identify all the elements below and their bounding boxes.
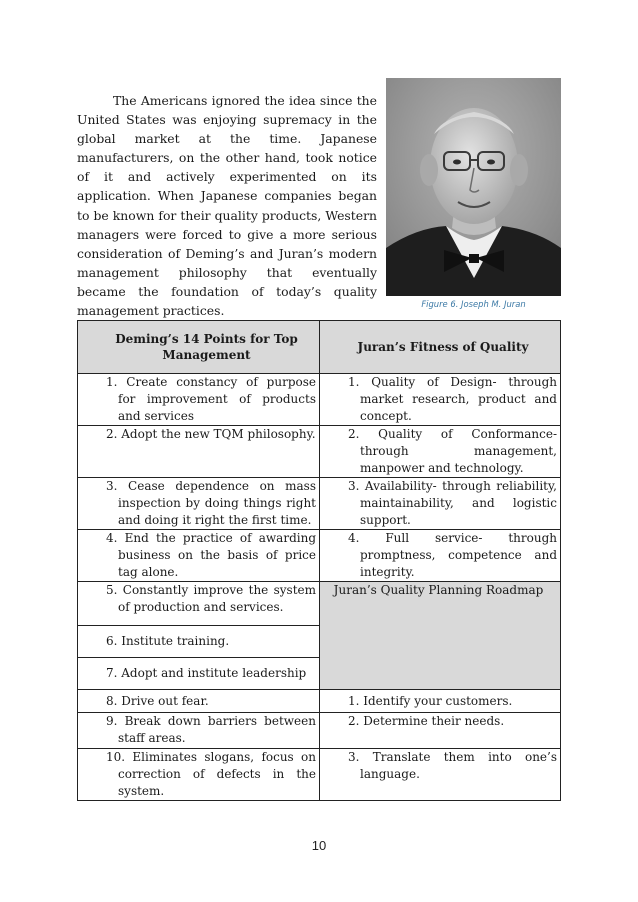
deming-point-8: 8. Drive out fear. (106, 693, 209, 708)
header-juran: Juran’s Fitness of Quality (320, 321, 561, 374)
roadmap-step-3: 3. Translate them into one’s language. (348, 750, 557, 781)
deming-point-6: 6. Institute training. (106, 634, 230, 648)
page-number: 10 (311, 838, 327, 853)
table-row (78, 749, 561, 801)
juran-fitness-1: 1. Quality of Design- through market research, product and concept. (348, 375, 557, 423)
deming-point-7: 7. Adopt and institute leadership (106, 666, 307, 680)
deming-point-3: 3. Cease dependence on mass inspection by doing things right and doing it right the first time. (106, 479, 316, 527)
deming-point-5: 5. Constantly improve the system of production and services. (106, 583, 316, 614)
juran-roadmap-title: Juran’s Quality Planning Roadmap (320, 582, 561, 690)
deming-point-1: 1. Create constancy of purpose for improvement of products and services (106, 375, 316, 423)
roadmap-step-1: 1. Identify your customers. (348, 693, 513, 708)
juran-portrait-photo (386, 78, 561, 296)
juran-fitness-3: 3. Availability- through reliability, maintainability, and logistic support. (348, 479, 557, 527)
figure-caption: Figure 6. Joseph M. Juran (421, 299, 526, 309)
table-header-row (78, 321, 561, 374)
juran-fitness-2: 2. Quality of Conformance- through management, manpower and technology. (348, 427, 557, 475)
table-row (78, 713, 561, 749)
table-row (78, 582, 561, 626)
table-row (78, 530, 561, 582)
table-row (78, 374, 561, 426)
deming-point-10: 10. Eliminates slogans, focus on correction of defects in the system. (106, 750, 316, 798)
deming-point-4: 4. End the practice of awarding business on the basis of price tag alone. (106, 531, 316, 579)
roadmap-step-2: 2. Determine their needs. (348, 714, 505, 728)
deming-point-2: 2. Adopt the new TQM philosophy. (106, 427, 316, 441)
table-row (78, 690, 561, 713)
comparison-table (77, 320, 561, 801)
table-row (78, 426, 561, 478)
intro-paragraph: The Americans ignored the idea since the United States was enjoying supremacy in the global market at the time. Japanese manufacturers, on the other hand, took notice of it and actively experimented on its application. When Japanese companies began to be known for their quality products, Western managers were forced to give a more serious consideration of Deming’s and Juran’s modern management philosophy that eventually became the foundation of today’s quality management practices. (77, 93, 377, 319)
juran-fitness-4: 4. Full service- through promptness, competence and integrity. (348, 531, 557, 579)
deming-point-9: 9. Break down barriers between staff areas. (106, 714, 316, 745)
header-deming: Deming’s 14 Points for Top Management (78, 321, 320, 374)
table-row (78, 478, 561, 530)
